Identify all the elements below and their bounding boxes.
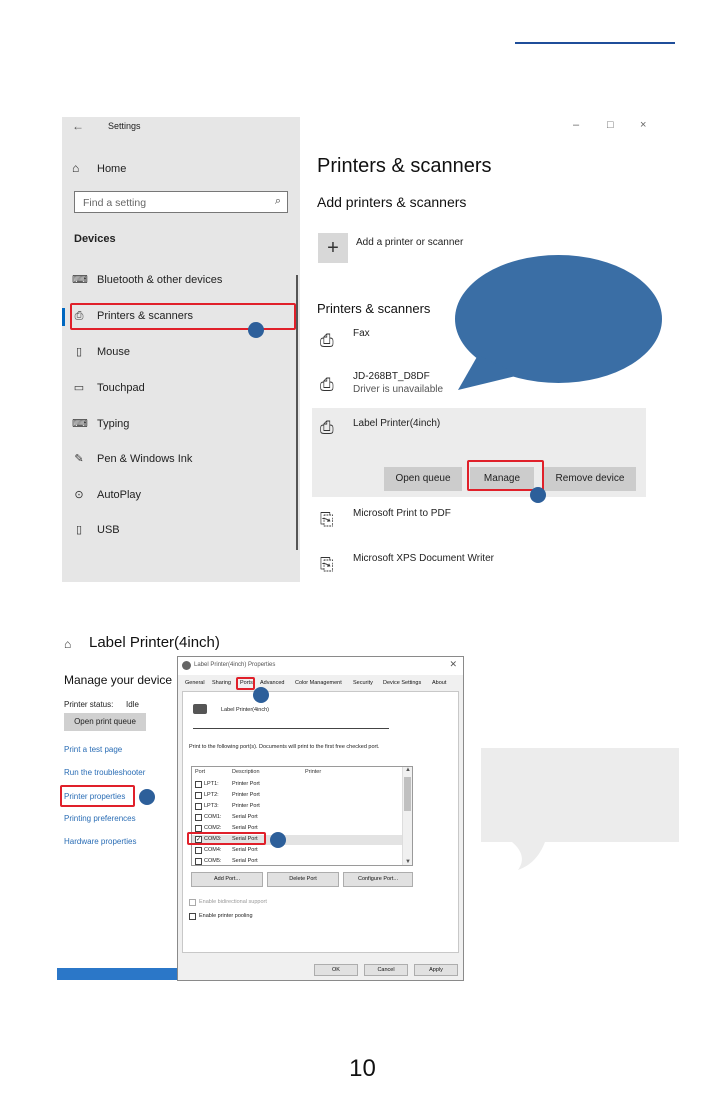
divider bbox=[193, 728, 389, 729]
sidebar-item-bluetooth[interactable] bbox=[62, 268, 300, 294]
cancel-button[interactable]: Cancel bbox=[364, 964, 408, 976]
sidebar-home[interactable]: Home bbox=[97, 163, 127, 175]
delete-port-button[interactable]: Delete Port bbox=[267, 872, 339, 887]
sidebar-item-usb[interactable] bbox=[62, 518, 300, 544]
ports-scrollbar[interactable] bbox=[402, 767, 412, 865]
keyboard-icon: ⌨ bbox=[72, 274, 88, 286]
port-description: Printer Port bbox=[232, 803, 260, 809]
tab-ports[interactable]: Ports bbox=[240, 680, 253, 686]
sidebar-item-label: Touchpad bbox=[97, 382, 145, 394]
column-header-description[interactable]: Description bbox=[232, 769, 260, 775]
port-name: LPT1: bbox=[204, 781, 219, 787]
mouse-icon: ▯ bbox=[75, 346, 83, 358]
port-checkbox-checked[interactable]: ✓ bbox=[196, 837, 202, 843]
port-checkbox[interactable] bbox=[195, 825, 202, 832]
manage-button[interactable]: Manage bbox=[470, 467, 534, 491]
ok-button[interactable]: OK bbox=[314, 964, 358, 976]
checkbox-label: Enable printer pooling bbox=[199, 913, 253, 919]
checkbox-box[interactable] bbox=[189, 913, 196, 920]
autoplay-icon: ⊙ bbox=[74, 489, 84, 501]
port-description: Printer Port bbox=[232, 792, 260, 798]
remove-device-button[interactable]: Remove device bbox=[544, 467, 636, 491]
sidebar-item-pen[interactable] bbox=[62, 447, 300, 473]
keyboard-icon: ⌨ bbox=[72, 418, 88, 430]
column-header-port[interactable]: Port bbox=[195, 769, 206, 775]
add-printer-button[interactable]: + bbox=[318, 233, 348, 263]
highlight-manage-button bbox=[467, 460, 544, 491]
close-icon[interactable]: × bbox=[640, 119, 647, 131]
printer-status-value: Idle bbox=[126, 700, 139, 709]
ports-panel bbox=[182, 691, 459, 953]
window-title: Settings bbox=[108, 121, 141, 131]
port-name: COM4: bbox=[204, 847, 222, 853]
printer-name: Microsoft XPS Document Writer bbox=[353, 553, 494, 564]
port-description: Serial Port bbox=[232, 814, 258, 820]
step-marker bbox=[248, 322, 264, 338]
ports-list[interactable] bbox=[191, 766, 413, 866]
page-number: 10 bbox=[349, 1055, 376, 1082]
printer-name: Microsoft Print to PDF bbox=[353, 508, 451, 519]
tab-sharing[interactable]: Sharing bbox=[212, 680, 231, 686]
step-marker bbox=[270, 832, 286, 848]
device-title: Label Printer(4inch) bbox=[89, 634, 220, 651]
configure-port-button[interactable]: Configure Port... bbox=[343, 872, 413, 887]
link-hardware-properties[interactable]: Hardware properties bbox=[64, 837, 137, 846]
port-checkbox[interactable] bbox=[195, 814, 202, 821]
link-run-troubleshooter[interactable]: Run the troubleshooter bbox=[64, 768, 146, 777]
highlight-printer-properties bbox=[60, 785, 135, 807]
port-checkbox[interactable] bbox=[195, 792, 202, 799]
scroll-up-icon[interactable]: ▲ bbox=[405, 767, 411, 773]
page-title: Printers & scanners bbox=[317, 155, 492, 177]
printer-pooling-checkbox[interactable] bbox=[189, 913, 339, 922]
printer-status: Driver is unavailable bbox=[353, 384, 444, 395]
printer-name: JD-268BT_D8DF bbox=[353, 371, 430, 382]
port-name: COM3: bbox=[204, 836, 222, 842]
tab-about[interactable]: About bbox=[432, 680, 447, 686]
port-row[interactable] bbox=[192, 846, 402, 856]
printer-item-xps[interactable] bbox=[300, 553, 662, 579]
document-printer-icon: ⎘ bbox=[320, 510, 334, 529]
sidebar-item-label: Typing bbox=[97, 418, 130, 430]
port-row[interactable] bbox=[192, 857, 402, 866]
sidebar-scrollbar[interactable] bbox=[296, 275, 298, 550]
taskbar-strip bbox=[57, 968, 177, 980]
sidebar-item-label: Bluetooth & other devices bbox=[97, 274, 223, 286]
maximize-icon[interactable]: □ bbox=[607, 119, 614, 131]
link-printer-properties[interactable]: Printer properties bbox=[64, 792, 126, 801]
dialog-title: Label Printer(4inch) Properties bbox=[194, 662, 276, 668]
port-checkbox[interactable] bbox=[195, 847, 202, 854]
scroll-down-icon[interactable]: ▼ bbox=[405, 859, 411, 865]
printer-name: Label Printer(4inch) bbox=[353, 418, 441, 429]
printer-item-pdf[interactable] bbox=[300, 508, 662, 534]
tab-general[interactable]: General bbox=[185, 680, 205, 686]
panel-printer-name: Label Printer(4inch) bbox=[221, 707, 269, 713]
printer-properties-dialog bbox=[177, 656, 464, 981]
sidebar-item-autoplay[interactable] bbox=[62, 483, 300, 509]
apply-button[interactable]: Apply bbox=[414, 964, 458, 976]
sidebar-item-mouse[interactable] bbox=[62, 340, 300, 366]
home-icon[interactable]: ⌂ bbox=[64, 637, 72, 651]
step-marker bbox=[253, 687, 269, 703]
port-description: Serial Port bbox=[232, 825, 258, 831]
add-heading: Add printers & scanners bbox=[317, 194, 467, 210]
ports-description: Print to the following port(s). Documents will print to the first free checked port. bbox=[189, 744, 380, 750]
port-row[interactable] bbox=[192, 791, 402, 801]
printers-list-heading: Printers & scanners bbox=[317, 301, 431, 316]
step-marker bbox=[530, 487, 546, 503]
printer-status-label: Printer status: bbox=[64, 700, 114, 709]
sidebar-item-typing[interactable] bbox=[62, 412, 300, 438]
open-queue-button[interactable]: Open queue bbox=[384, 467, 462, 491]
printer-icon: ⎙ bbox=[320, 375, 334, 394]
minimize-icon[interactable]: – bbox=[573, 119, 580, 131]
printer-item-jd268bt[interactable] bbox=[300, 371, 662, 401]
tab-security[interactable]: Security bbox=[353, 680, 373, 686]
sidebar-item-label: Printers & scanners bbox=[97, 310, 193, 322]
port-row[interactable] bbox=[192, 780, 402, 790]
speech-bubble-gray bbox=[481, 748, 679, 842]
usb-icon: ▯ bbox=[75, 524, 83, 536]
port-checkbox[interactable] bbox=[195, 803, 202, 810]
port-description: Serial Port bbox=[232, 858, 258, 864]
document-printer-icon: ⎘ bbox=[320, 555, 334, 574]
port-name: COM5: bbox=[204, 858, 222, 864]
sidebar-item-label: USB bbox=[97, 524, 120, 536]
header-rule bbox=[515, 42, 675, 44]
sidebar-item-label: AutoPlay bbox=[97, 489, 142, 501]
link-print-test-page[interactable]: Print a test page bbox=[64, 745, 123, 754]
home-icon[interactable]: ⌂ bbox=[72, 161, 80, 175]
checkbox-label: Enable bidirectional support bbox=[199, 899, 267, 905]
port-row[interactable] bbox=[192, 802, 402, 812]
port-description: Serial Port bbox=[232, 836, 258, 842]
printer-icon: ⎙ bbox=[74, 310, 84, 322]
printer-name: Fax bbox=[353, 328, 370, 339]
checkbox-box bbox=[189, 899, 196, 906]
column-header-printer[interactable]: Printer bbox=[305, 769, 322, 775]
search-icon: ⌕ bbox=[274, 195, 281, 207]
pen-icon: ✎ bbox=[74, 453, 84, 465]
search-input[interactable] bbox=[74, 191, 288, 213]
link-printing-preferences[interactable]: Printing preferences bbox=[64, 814, 136, 823]
sidebar-item-touchpad[interactable] bbox=[62, 376, 300, 402]
port-description: Serial Port bbox=[232, 847, 258, 853]
dialog-titlebar bbox=[178, 657, 463, 675]
touchpad-icon: ▭ bbox=[73, 382, 85, 394]
port-name: COM1: bbox=[204, 814, 222, 820]
printer-icon bbox=[182, 661, 191, 670]
search-placeholder: Find a setting bbox=[83, 197, 147, 209]
add-port-button[interactable]: Add Port... bbox=[191, 872, 263, 887]
printer-icon bbox=[193, 704, 207, 714]
port-checkbox[interactable] bbox=[195, 781, 202, 788]
port-name: LPT2: bbox=[204, 792, 219, 798]
printer-icon: ⎙ bbox=[320, 331, 334, 350]
sidebar-item-label: Pen & Windows Ink bbox=[97, 453, 193, 465]
tab-device-settings[interactable]: Device Settings bbox=[383, 680, 422, 686]
speech-bubble-blue bbox=[455, 255, 662, 383]
close-icon[interactable]: ✕ bbox=[449, 659, 457, 669]
open-print-queue-button[interactable]: Open print queue bbox=[64, 713, 146, 731]
manage-heading: Manage your device bbox=[64, 673, 173, 687]
selection-accent bbox=[62, 308, 65, 326]
add-printer-label[interactable]: Add a printer or scanner bbox=[356, 237, 464, 248]
printer-icon: ⎙ bbox=[320, 418, 334, 437]
port-checkbox[interactable] bbox=[195, 858, 202, 865]
bidirectional-checkbox bbox=[189, 899, 339, 908]
highlight-ports-tab bbox=[236, 677, 255, 690]
tab-color-management[interactable]: Color Management bbox=[295, 680, 342, 686]
section-heading-devices: Devices bbox=[74, 233, 116, 245]
port-name: LPT3: bbox=[204, 803, 219, 809]
scroll-thumb[interactable] bbox=[404, 777, 411, 811]
tab-advanced[interactable]: Advanced bbox=[260, 680, 285, 686]
settings-sidebar bbox=[62, 117, 300, 582]
port-row[interactable] bbox=[192, 813, 402, 823]
port-description: Printer Port bbox=[232, 781, 260, 787]
port-name: COM2: bbox=[204, 825, 222, 831]
back-arrow-icon[interactable]: ← bbox=[72, 119, 84, 133]
step-marker bbox=[139, 789, 155, 805]
sidebar-item-label: Mouse bbox=[97, 346, 131, 358]
highlight-com3-port bbox=[187, 832, 266, 845]
